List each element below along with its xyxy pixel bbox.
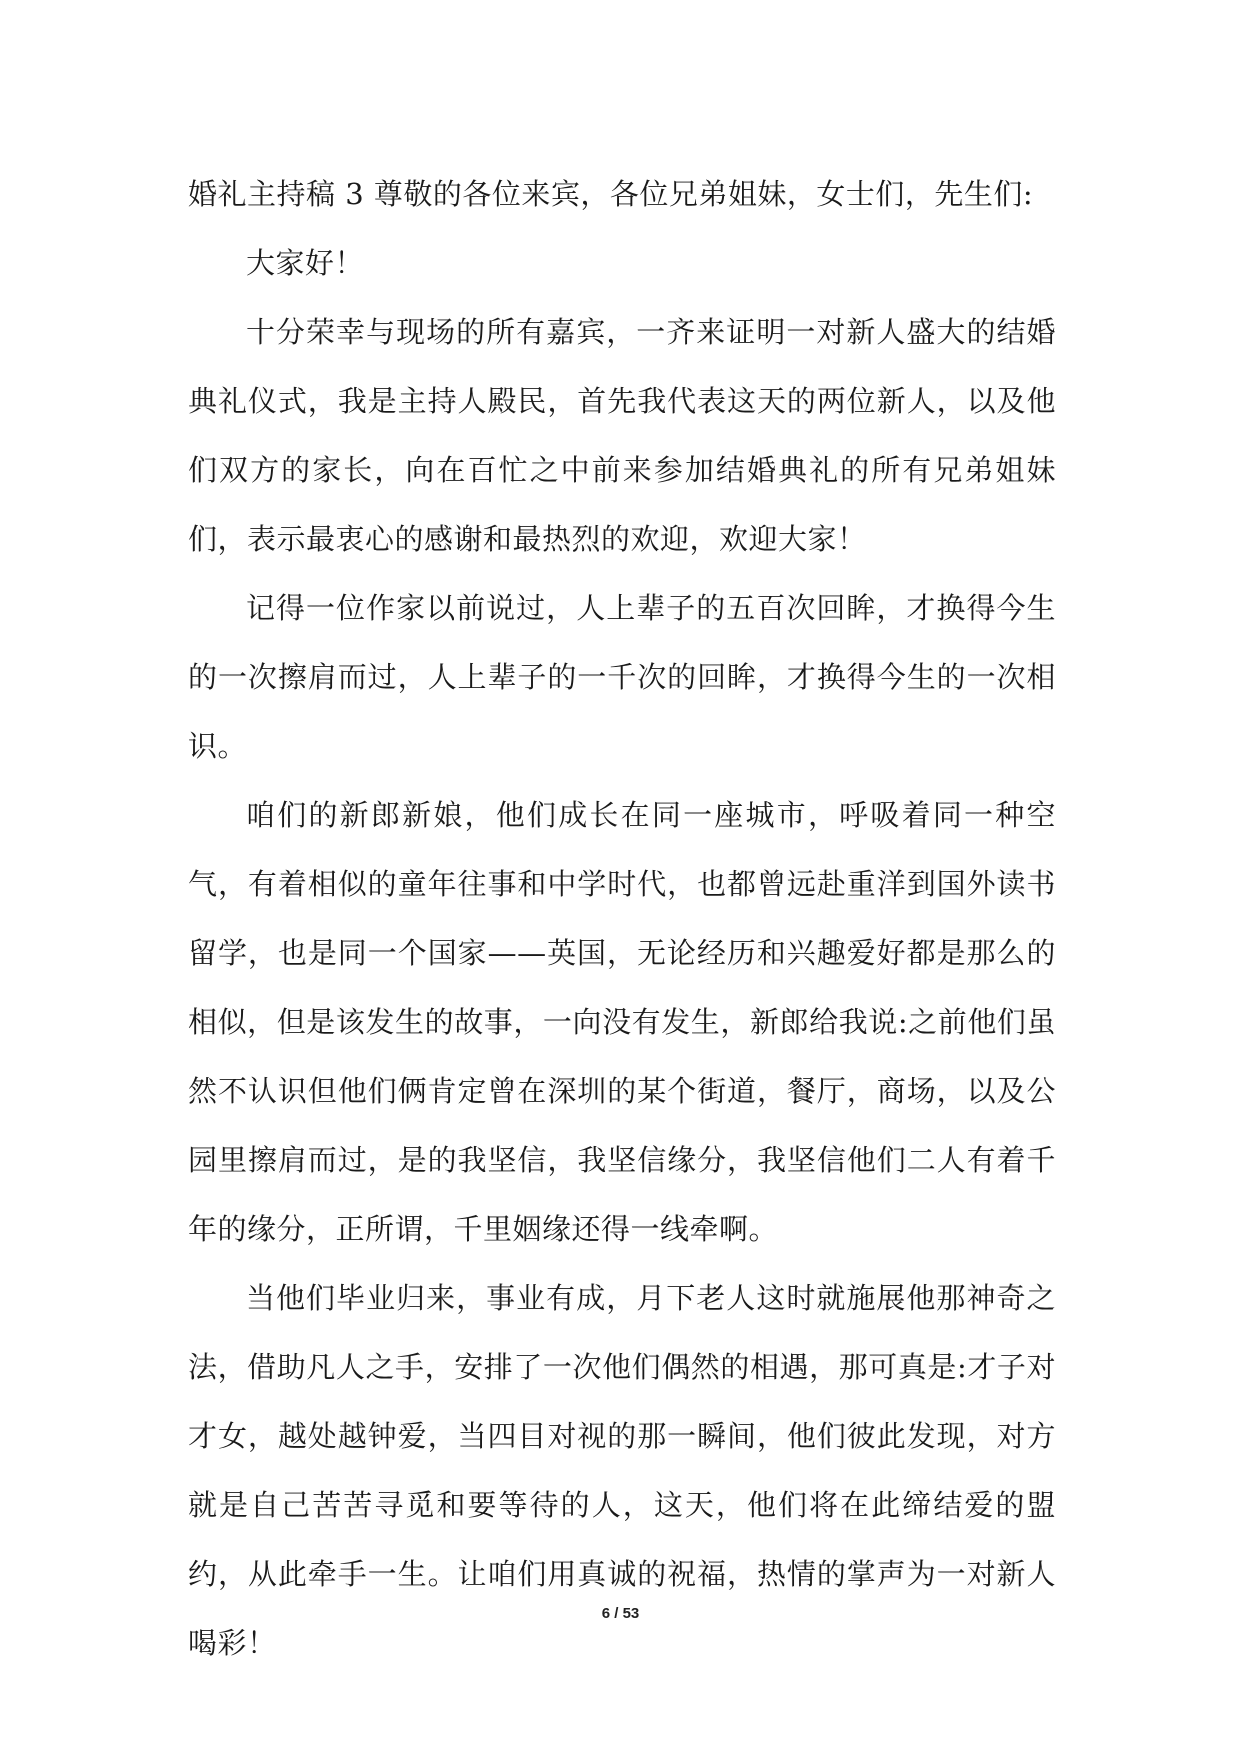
paragraph-quote: 记得一位作家以前说过，人上辈子的五百次回眸，才换得今生的一次擦肩而过，人上辈子的一千次的回眸，才换得今生的一次相识。 [188, 591, 1056, 763]
page-number: 6 / 53 [601, 1605, 640, 1622]
paragraph-greeting: 大家好！ [246, 246, 365, 280]
paragraph-welcome: 十分荣幸与现场的所有嘉宾，一齐来证明一对新人盛大的结婚典礼仪式，我是主持人殿民，首先我代表这天的两位新人，以及他们双方的家长，向在百忙之中前来参加结婚典礼的所有兄弟姐妹们，表示最衷心的感谢和最热烈的欢迎，欢迎大家！ [188, 315, 1056, 556]
paragraph-couple-story: 咱们的新郎新娘，他们成长在同一座城市，呼吸着同一种空气，有着相似的童年往事和中学时代，也都曾远赴重洋到国外读书留学，也是同一个国家——英国，无论经历和兴趣爱好都是那么的相似，但是该发生的故事，一向没有发生，新郎给我说:之前他们虽然不认识但他们俩肯定曾在深圳的某个街道，餐厅，商场，以及公园里擦肩而过，是的我坚信，我坚信缘分，我坚信他们二人有着千年的缘分，正所谓，千里姻缘还得一线牵啊。 [188, 798, 1056, 1246]
document-body [188, 160, 1056, 1678]
paragraph-meeting: 当他们毕业归来，事业有成，月下老人这时就施展他那神奇之法，借助凡人之手，安排了一次他们偶然的相遇，那可真是:才子对才女，越处越钟爱，当四目对视的那一瞬间，他们彼此发现，对方就是自己苦苦寻觅和要等待的人，这天，他们将在此缔结爱的盟约，从此牵手一生。让咱们用真诚的祝福，热情的掌声为一对新人喝彩！ [188, 1281, 1056, 1660]
paragraph-heading-line: 婚礼主持稿 3 尊敬的各位来宾，各位兄弟姐妹，女士们，先生们: [188, 177, 1034, 211]
